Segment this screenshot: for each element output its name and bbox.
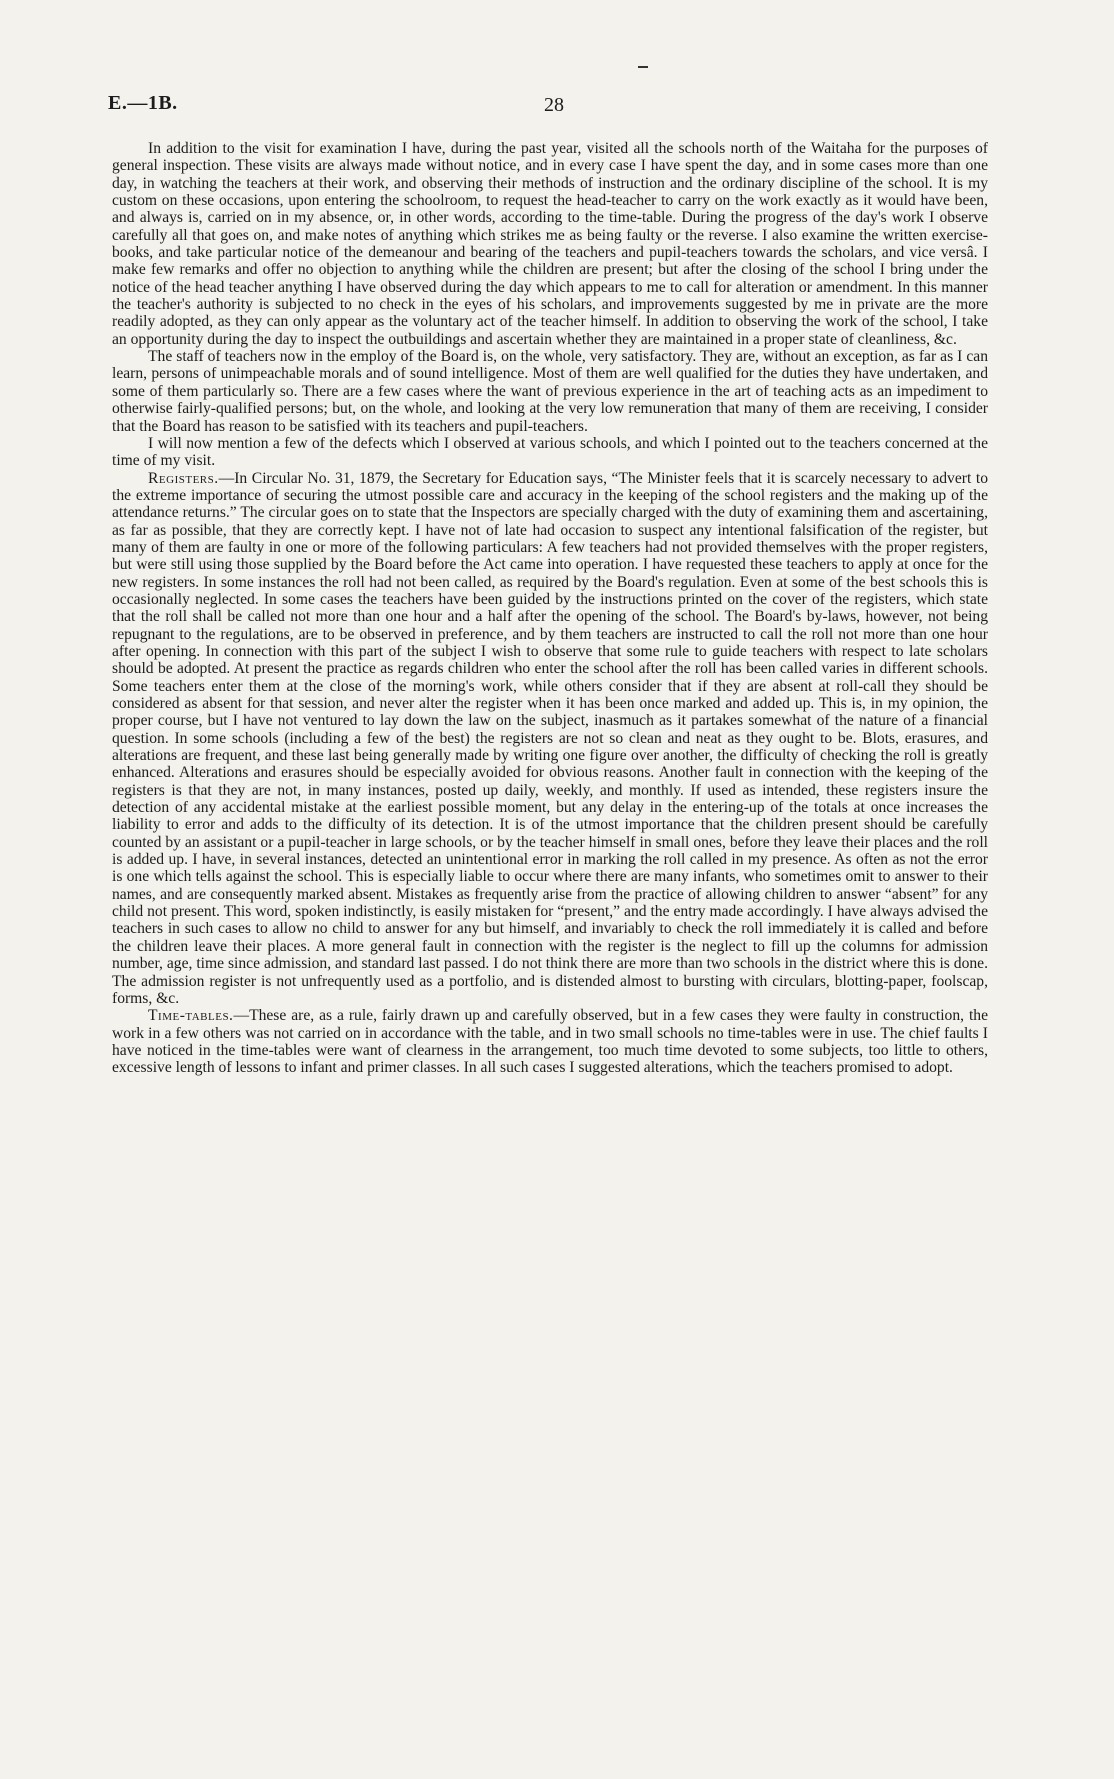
page-number: 28 xyxy=(544,94,564,116)
paragraph-defects-intro xyxy=(112,435,988,470)
paragraph-text: —These are, as a rule, fairly drawn up and carefully observed, but in a few cases they were faulty in construction, the work in a few others was not carried on in accordance with the table, and in two small schools no time-tables were in use. The chief faults I have noticed in the time-tables were want of clearness in the arrangement, too much time devoted to some subjects, too little to others, excessive length of lessons to infant and primer classes. In all such cases I suggested alterations, which the teachers promised to adopt. xyxy=(112,1007,988,1077)
paragraph-registers xyxy=(112,470,988,1008)
paragraph-text: In addition to the visit for examination I have, during the past year, visited all the schools north of the Waitaha for the purposes of general inspection. These visits are always made without notice, and in every case I have spent the day, and in some cases more than one day, in watching the teachers at their work, and observing their methods of instruction and the ordinary discipline of the school. It is my custom on these occasions, upon entering the schoolroom, to request the head-teacher to carry on the work exactly as it would have been, and always is, carried on in my absence, or, in other words, according to the time-table. During the progress of the day's work I observe carefully all that goes on, and make notes of anything which strikes me as being faulty or the reverse. I also examine the written exercise-books, and take particular notice of the demeanour and bearing of the teachers and pupil-teachers towards the scholars, and vice versâ. I make few remarks and offer no objection to anything while the children are present; but after the closing of the school I bring under the notice of the head teacher anything I have observed during the day which appears to me to call for alteration or amendment. In this manner the teacher's authority is subjected to no check in the eyes of his scholars, and improvements suggested by me in private are the more readily adopted, as they can only appear as the voluntary act of the teacher himself. In addition to observing the work of the school, I take an opportunity during the day to inspect the outbuildings and ascertain whether they are maintained in a proper state of cleanliness, &c. xyxy=(112,140,988,348)
body-text xyxy=(112,140,988,1077)
paragraph-text: I will now mention a few of the defects which I observed at various schools, and which I pointed out to the teachers concerned at the time of my visit. xyxy=(112,434,988,470)
paragraph-text: —In Circular No. 31, 1879, the Secretary for Education says, “The Minister feels that it is scarcely necessary to advert to the extreme importance of securing the utmost possible care and accuracy in the keeping of the school registers and the making up of the attendance returns.” The circular goes on to state that the Inspectors are specially charged with the duty of examining them and ascertaining, as far as possible, that they are correctly kept. I have not of late had occasion to suspect any intentional falsification of the register, but many of them are faulty in one or more of the following particulars: A few teachers had not provided themselves with the proper registers, but were still using those supplied by the Board before the Act came into operation. I have requested these teachers to apply at once for the new registers. In some instances the roll had not been called, as required by the Board's regulation. Even at some of the best schools this is occasionally neglected. In some cases the teachers have been guided by the instructions printed on the cover of the registers, which state that the roll shall be called not more than one hour and a half after the opening of the school. The Board's by-laws, however, not being repugnant to the regulations, are to be observed in preference, and by them teachers are instructed to call the roll not more than one hour after opening. In connection with this part of the subject I wish to observe that some rule to guide teachers with respect to late scholars should be adopted. At present the practice as regards children who enter the school after the roll has been called varies in different schools. Some teachers enter them at the close of the morning's work, while others consider that if they are absent at roll-call they should be considered as absent for that session, and never alter the register when it has been once marked and added up. This is, in my opinion, the proper course, but I have not ventured to lay down the law on the subject, inasmuch as it partakes somewhat of the nature of a financial question. In some schools (including a few of the best) the registers are not so clean and neat as they ought to be. Blots, erasures, and alterations are frequent, and these last being generally made by writing one figure over another, the difficulty of checking the roll is greatly enhanced. Alterations and erasures should be especially avoided for obvious reasons. Another fault in connection with the keeping of the registers is that they are not, in many instances, posted up daily, weekly, and monthly. If used as intended, these registers insure the detection of any accidental mistake at the earliest possible moment, but any delay in the entering-up of the totals at once increases the liability to error and adds to the difficulty of its detection. It is of the utmost importance that the children present should be carefully counted by an assistant or a pupil-teacher in large schools, or by the teacher himself in small ones, before they leave their places and the roll is added up. I have, in several instances, detected an unintentional error in marking the roll called in my presence. As often as not the error is one which tells against the school. This is especially liable to occur where there are many infants, who sometimes omit to answer to their names, and are consequently marked absent. Mistakes as frequently arise from the practice of allowing children to answer “absent” for any child not present. This word, spoken indistinctly, is easily mistaken for “present,” and the entry made accordingly. I have always advised the teachers in such cases to allow no child to answer for any but himself, and invariably to check the roll immediately it is called and before the children leave their places. A more general fault in connection with the register is the neglect to fill up the columns for admission number, age, time since admission, and standard last passed. I do not think there are more than two schools in the district where this is done. The admission register is not unfrequently used as a portfolio, and is distended almost to bursting with circulars, blotting-paper, foolscap, forms, &c. xyxy=(112,469,988,1007)
print-mark xyxy=(638,66,648,68)
section-heading-time-tables: Time-tables. xyxy=(148,1007,234,1025)
page-header xyxy=(108,92,1008,122)
section-heading-registers: Registers. xyxy=(148,469,219,487)
paragraph-teaching-staff xyxy=(112,348,988,435)
paragraph-text: The staff of teachers now in the employ of the Board is, on the whole, very satisfactory. They are, without an exception, as far as I can learn, persons of unimpeachable morals and of sound intelligence. Most of them are well qualified for the duties they have undertaken, and some of them particularly so. There are a few cases where the want of previous experience in the art of teaching acts as an impediment to otherwise fairly-qualified persons; but, on the whole, and looking at the very low remuneration that many of them are receiving, I consider that the Board has reason to be satisfied with its teachers and pupil-teachers. xyxy=(112,348,988,435)
paragraph-time-tables xyxy=(112,1007,988,1076)
paragraph-inspection-visits xyxy=(112,140,988,348)
document-reference: E.—1B. xyxy=(108,92,178,114)
